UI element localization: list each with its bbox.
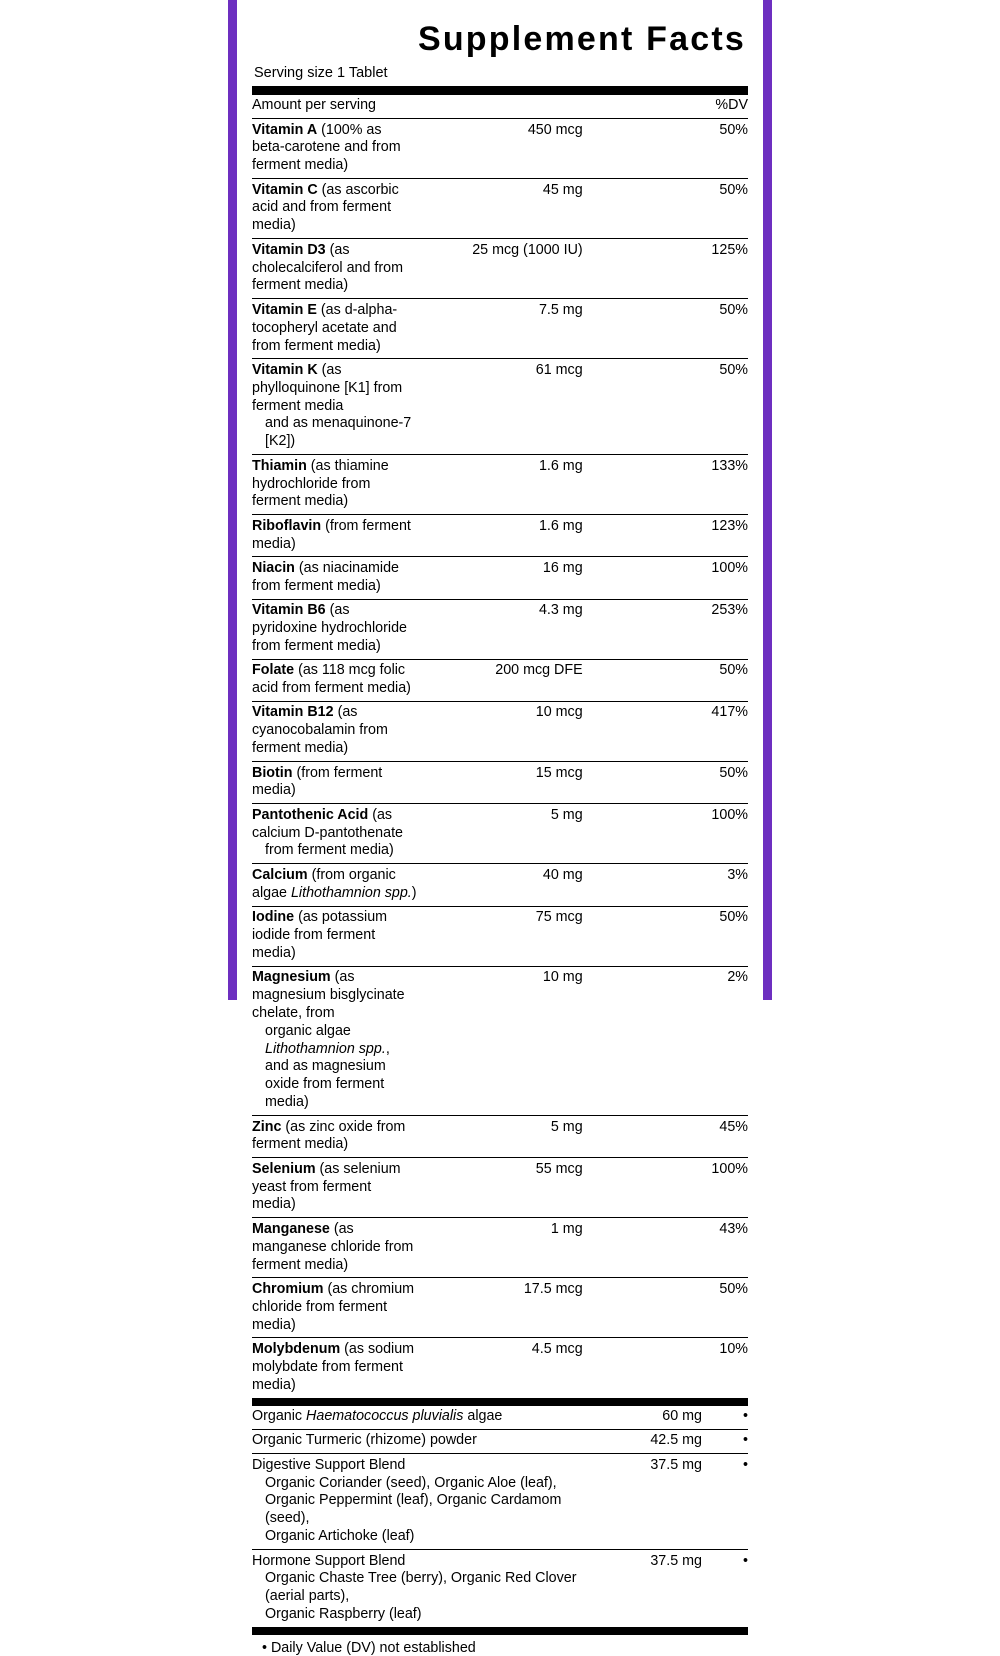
nutrient-amount: 61 mcg — [417, 359, 582, 455]
nutrient-amount: 5 mg — [417, 804, 582, 864]
nutrient-amount: 16 mg — [417, 557, 582, 599]
blend-dv: • — [742, 1552, 748, 1569]
table-row — [252, 1158, 748, 1218]
table-row — [252, 1116, 748, 1158]
nutrient-dv: 50% — [583, 359, 748, 455]
table-row — [252, 864, 748, 906]
ingredient-name: Organic Turmeric (rhizome) powder — [252, 1429, 594, 1453]
table-row — [252, 1218, 748, 1278]
nutrient-name: Selenium (as selenium yeast from ferment media) — [252, 1158, 417, 1218]
blend-amount: 37.5 mg — [650, 1552, 702, 1569]
nutrient-dv: 50% — [583, 179, 748, 239]
nutrient-dv: 123% — [583, 515, 748, 557]
nutrient-amount: 10 mg — [417, 966, 582, 1115]
nutrient-name: Vitamin E (as d-alpha-tocopheryl acetate and from ferment media) — [252, 299, 417, 359]
table-row — [252, 119, 748, 179]
serving-size: Serving size 1 Tablet — [254, 64, 388, 81]
nutrient-name: Zinc (as zinc oxide from ferment media) — [252, 1116, 417, 1158]
table-row — [252, 701, 748, 761]
daily-value-footnote: • Daily Value (DV) not established — [262, 1640, 476, 1656]
page-title: Supplement Facts — [417, 20, 746, 58]
nutrient-amount: 1.6 mg — [417, 515, 582, 557]
botanicals-table — [252, 1406, 748, 1627]
nutrient-name: Vitamin C (as ascorbic acid and from ferment media) — [252, 179, 417, 239]
nutrient-dv: 100% — [583, 1158, 748, 1218]
nutrient-amount: 200 mcg DFE — [417, 659, 582, 701]
table-row — [252, 1406, 748, 1430]
nutrient-dv: 50% — [583, 119, 748, 179]
table-header-row — [252, 95, 748, 119]
divider-thick-top — [252, 86, 748, 95]
table-row — [252, 804, 748, 864]
nutrient-dv: 43% — [583, 1218, 748, 1278]
nutrient-amount: 25 mcg (1000 IU) — [417, 239, 582, 299]
supplement-facts-panel — [252, 22, 748, 1656]
table-row — [252, 299, 748, 359]
ingredient-amount: 42.5 mg — [594, 1429, 702, 1453]
nutrient-name: Pantothenic Acid (as calcium D-pantothenate from ferment media) — [252, 804, 417, 864]
nutrient-amount: 75 mcg — [417, 906, 582, 966]
table-row — [252, 1338, 748, 1398]
table-row — [252, 359, 748, 455]
nutrient-name: Magnesium (as magnesium bisglycinate chelate, from organic algae Lithothamnion spp., and as magnesium oxide from ferment media) — [252, 966, 417, 1115]
nutrient-dv: 50% — [583, 299, 748, 359]
nutrient-name: Molybdenum (as sodium molybdate from ferment media) — [252, 1340, 415, 1393]
nutrient-name: Folate (as 118 mcg folic acid from ferment media) — [252, 659, 417, 701]
nutrient-dv: 100% — [583, 557, 748, 599]
nutrient-name: Chromium (as chromium chloride from ferment media) — [252, 1278, 417, 1338]
nutrient-amount: 7.5 mg — [417, 299, 582, 359]
ingredient-amount: 60 mg — [594, 1406, 702, 1430]
table-row — [252, 179, 748, 239]
table-row — [252, 906, 748, 966]
nutrient-dv: 253% — [583, 599, 748, 659]
nutrient-name: Thiamin (as thiamine hydrochloride from ferment media) — [252, 455, 417, 515]
divider-thick-bottom — [252, 1627, 748, 1635]
nutrient-name: Manganese (as manganese chloride from ferment media) — [252, 1218, 417, 1278]
nutrient-name: Vitamin D3 (as cholecalciferol and from ferment media) — [252, 239, 417, 299]
nutrient-name: Iodine (as potassium iodide from ferment media) — [252, 906, 417, 966]
nutrient-amount: 5 mg — [417, 1116, 582, 1158]
nutrient-amount: 15 mcg — [417, 762, 582, 804]
blend-row — [252, 1454, 748, 1550]
nutrient-name: Vitamin B6 (as pyridoxine hydrochloride from ferment media) — [252, 599, 417, 659]
table-row — [252, 557, 748, 599]
nutrient-dv: 50% — [583, 1278, 748, 1338]
nutrient-name: Vitamin K (as phylloquinone [K1] from ferment media and as menaquinone-7 [K2]) — [252, 359, 417, 455]
blend-name: Digestive Support Blend Organic Coriander (seed), Organic Aloe (leaf), Organic Peppermint (leaf), Organic Cardamom (seed), Organic Artichoke (leaf) — [252, 1454, 594, 1550]
table-row — [252, 599, 748, 659]
table-row — [252, 762, 748, 804]
blend-name: Hormone Support Blend Organic Chaste Tree (berry), Organic Red Clover (aerial parts), Organic Raspberry (leaf) — [252, 1552, 577, 1623]
blend-row — [252, 1550, 748, 1627]
nutrient-name: Niacin (as niacinamide from ferment media) — [252, 557, 417, 599]
nutrient-dv: 133% — [583, 455, 748, 515]
nutrient-amount: 4.3 mg — [417, 599, 582, 659]
nutrient-amount: 1.6 mg — [417, 455, 582, 515]
table-row — [252, 239, 748, 299]
nutrient-amount: 45 mg — [417, 179, 582, 239]
nutrient-dv: 2% — [583, 966, 748, 1115]
nutrient-amount: 40 mg — [417, 864, 582, 906]
header-amount-label: Amount per serving — [252, 95, 583, 119]
blend-dv: • — [702, 1454, 748, 1550]
nutrient-name: Vitamin A (100% as beta-carotene and from ferment media) — [252, 119, 417, 179]
table-row — [252, 659, 748, 701]
nutrient-amount: 4.5 mcg — [531, 1340, 583, 1357]
nutrient-amount: 450 mcg — [417, 119, 582, 179]
ingredient-dv: • — [702, 1429, 748, 1453]
nutrient-dv: 417% — [583, 701, 748, 761]
nutrient-dv: 125% — [583, 239, 748, 299]
nutrients-table — [252, 95, 748, 1398]
table-row — [252, 966, 748, 1115]
nutrient-amount: 1 mg — [417, 1218, 582, 1278]
nutrient-dv: 45% — [583, 1116, 748, 1158]
nutrient-dv: 50% — [583, 762, 748, 804]
table-row — [252, 455, 748, 515]
table-row — [252, 1278, 748, 1338]
nutrient-name: Biotin (from ferment media) — [252, 762, 417, 804]
nutrient-amount: 55 mcg — [417, 1158, 582, 1218]
nutrient-name: Vitamin B12 (as cyanocobalamin from ferment media) — [252, 701, 417, 761]
nutrient-dv: 50% — [583, 659, 748, 701]
nutrient-name: Riboflavin (from ferment media) — [252, 515, 417, 557]
ingredient-name: Organic Haematococcus pluvialis algae — [252, 1406, 594, 1430]
nutrient-amount: 10 mcg — [417, 701, 582, 761]
table-row — [252, 1429, 748, 1453]
blend-amount: 37.5 mg — [594, 1454, 702, 1550]
nutrient-dv: 50% — [583, 906, 748, 966]
nutrient-dv: 3% — [583, 864, 748, 906]
nutrient-dv: 10% — [719, 1340, 748, 1357]
divider-thick-middle — [252, 1398, 748, 1406]
table-row — [252, 515, 748, 557]
header-dv-label: %DV — [583, 95, 748, 119]
nutrient-amount: 17.5 mcg — [417, 1278, 582, 1338]
nutrient-dv: 100% — [583, 804, 748, 864]
nutrient-name: Calcium (from organic algae Lithothamnion spp.) — [252, 864, 417, 906]
ingredient-dv: • — [702, 1406, 748, 1430]
